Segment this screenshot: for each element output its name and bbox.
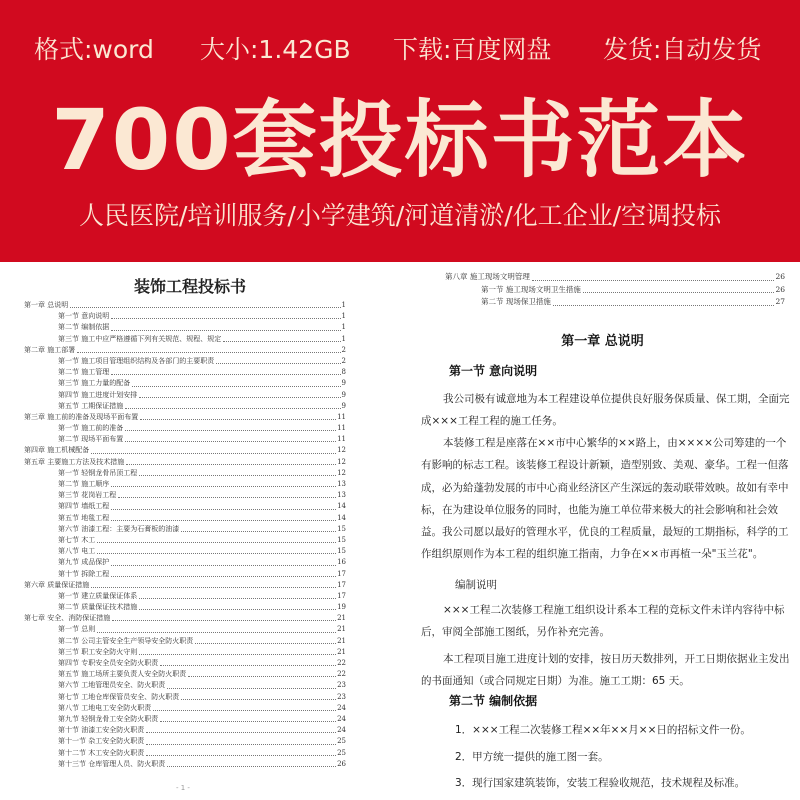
toc-entry xyxy=(24,680,346,691)
toc-entry xyxy=(24,468,346,479)
toc-label: 第四章 施工机械配备 xyxy=(24,445,90,456)
toc-leader xyxy=(111,569,336,577)
toc-leader xyxy=(112,613,336,621)
toc-page-number: 19 xyxy=(337,603,346,612)
toc-leader xyxy=(160,658,336,666)
toc-leader xyxy=(132,378,340,386)
paragraph: 本装修工程是座落在××市中心繁华的××路上，由××××公司筹建的一个有影响的标志工程。该装修工程设计新颖，造型别致、美观、豪华。工程一但落成，必为給蓬勃发展的市中心商业经济区产生深远的轰动联带效映。故如有幸中标，在为建设单位服务的同时，也能为施工单位带来极大的社会影响和社会效益。我公司愿以最好的管理水平，优良的工程质量，最短的工期指标，科学的工作组织原则作为本工程的组织施工指南，力争在××市再植一朵"玉兰花"。 xyxy=(421,437,789,561)
document-page-body xyxy=(405,262,800,800)
toc-label: 第七节 木工 xyxy=(58,535,96,546)
toc-label: 第三节 施工力量的配备 xyxy=(58,378,131,389)
table-of-contents-continued xyxy=(445,271,785,309)
toc-label: 第一节 施工现场文明卫生措施 xyxy=(481,284,582,297)
toc-label: 第四节 墙纸工程 xyxy=(58,501,110,512)
toc-leader xyxy=(223,334,340,342)
toc-leader xyxy=(583,284,775,294)
toc-entry xyxy=(24,669,346,680)
toc-label: 第二节 施工顺序 xyxy=(58,479,110,490)
toc-label: 第三节 施工中应严格遵循下列有关规范、规程、规定 xyxy=(58,334,222,345)
toc-label: 第二节 现场保卫措施 xyxy=(481,296,552,309)
toc-label: 第五节 施工场所主要负责人安全防火职责 xyxy=(58,669,187,680)
list-item: 3．现行国家建筑装饰，安装工程验收规范，技术规程及标准。 xyxy=(455,777,746,789)
toc-page-number: 13 xyxy=(337,491,346,500)
toc-leader xyxy=(139,591,336,599)
toc-leader xyxy=(146,736,336,744)
spec-row xyxy=(0,30,800,70)
toc-label: 第二节 现场平面布置 xyxy=(58,434,124,445)
toc-leader xyxy=(160,714,336,722)
toc-page-number: 13 xyxy=(337,480,346,488)
toc-label: 第二章 施工部署 xyxy=(24,345,76,356)
toc-label: 第五章 主要施工方法及技术措施 xyxy=(24,457,125,468)
toc-entry xyxy=(24,513,346,524)
toc-leader xyxy=(146,725,336,733)
toc-page-number: 11 xyxy=(337,435,346,444)
toc-leader xyxy=(111,501,336,509)
document-title: 装饰工程投标书 xyxy=(133,277,246,296)
toc-page-number: 24 xyxy=(337,703,346,712)
toc-leader xyxy=(97,535,336,543)
toc-entry xyxy=(24,479,346,490)
toc-page-number: 17 xyxy=(337,591,346,600)
toc-leader xyxy=(216,356,340,364)
toc-label: 第十二节 木工安全防火职责 xyxy=(58,748,145,759)
toc-entry xyxy=(24,434,346,445)
toc-entry xyxy=(24,412,346,423)
toc-entry xyxy=(24,322,346,333)
toc-entry xyxy=(24,569,346,580)
toc-leader xyxy=(111,311,340,319)
toc-page-number: 12 xyxy=(337,457,346,466)
toc-entry xyxy=(24,445,346,456)
toc-entry xyxy=(24,591,346,602)
toc-page-number: 22 xyxy=(337,670,346,679)
toc-leader xyxy=(111,513,336,521)
toc-leader xyxy=(97,624,336,632)
toc-page-number: 12 xyxy=(337,468,346,477)
toc-page-number: 25 xyxy=(337,737,346,746)
toc-entry xyxy=(24,457,346,468)
toc-label: 第七节 工地仓库保管员安全、防火职责 xyxy=(58,692,180,703)
toc-label: 第一节 施工前的准备 xyxy=(58,423,124,434)
toc-page-number: 21 xyxy=(337,636,346,645)
toc-page-number: 23 xyxy=(337,692,346,701)
toc-leader xyxy=(139,647,336,655)
toc-leader xyxy=(153,703,336,711)
toc-page-number: 1 xyxy=(341,323,346,332)
toc-entry xyxy=(24,624,346,635)
toc-entry xyxy=(24,759,346,770)
toc-label: 第五节 地毯工程 xyxy=(58,513,110,524)
toc-label: 第六节 油漆工程：主要为石膏板的油漆 xyxy=(58,524,180,535)
toc-label: 第六章 质量保证措施 xyxy=(24,580,90,591)
chapter-title: 第一章 总说明 xyxy=(561,334,644,349)
paragraph: ×××工程二次装修工程施工组织设计系本工程的竞标文件未详内容待中标后，审阅全部施工图纸，另作补充完善。 xyxy=(421,604,785,639)
toc-leader xyxy=(125,434,336,442)
spec-delivery: 发货:自动发货 xyxy=(603,35,762,64)
headline: 700套投标书范本 xyxy=(51,91,749,189)
toc-label: 第十节 拆除工程 xyxy=(58,569,110,580)
toc-leader xyxy=(167,680,336,688)
toc-page-number: 23 xyxy=(337,681,346,690)
toc-entry xyxy=(24,658,346,669)
toc-page-number: 1 xyxy=(341,312,346,321)
toc-entry xyxy=(24,390,346,401)
toc-label: 第一节 轻钢龙骨吊顶工程 xyxy=(58,468,138,479)
toc-leader xyxy=(111,367,340,375)
toc-entry xyxy=(24,367,346,378)
toc-page-number: 8 xyxy=(341,368,346,377)
toc-entry xyxy=(24,703,346,714)
toc-label: 第一章 总说明 xyxy=(24,300,69,311)
toc-leader xyxy=(118,490,336,498)
page-number: - 1 - xyxy=(176,784,190,792)
toc-label: 第十三节 仓库管理人员、防火职责 xyxy=(58,759,166,770)
toc-label: 第二节 编制依据 xyxy=(58,322,110,333)
toc-label: 第二节 质量保证技术措施 xyxy=(58,602,138,613)
toc-page-number: 16 xyxy=(337,558,346,567)
toc-label: 第八节 电工 xyxy=(58,546,96,557)
category-list: 人民医院/培训服务/小学建筑/河道清淤/化工企业/空调投标 xyxy=(78,201,722,230)
toc-label: 第八章 施工现场文明管理 xyxy=(445,271,531,284)
toc-leader xyxy=(181,524,336,532)
toc-label: 第一节 总则 xyxy=(58,624,96,635)
toc-entry xyxy=(24,356,346,367)
toc-entry xyxy=(24,692,346,703)
toc-label: 第七章 安全、消防保证措施 xyxy=(24,613,111,624)
paragraph: 本工程项目施工进度计划的安排，按日历天数排列，开工日期依据业主发出的书面通知（或合同规定日期）为准。施工工期：65 天。 xyxy=(421,653,790,688)
toc-entry xyxy=(24,613,346,624)
toc-entry xyxy=(24,748,346,759)
toc-entry xyxy=(24,725,346,736)
toc-entry xyxy=(24,524,346,535)
toc-entry xyxy=(24,334,346,345)
toc-page-number: 25 xyxy=(337,748,346,757)
toc-entry xyxy=(24,423,346,434)
toc-leader xyxy=(111,479,336,487)
toc-leader xyxy=(97,546,336,554)
toc-entry xyxy=(24,490,346,501)
toc-leader xyxy=(195,636,336,644)
toc-label: 第三章 施工前的准备及现场平面布置 xyxy=(24,412,139,423)
toc-page-number: 17 xyxy=(337,580,346,589)
toc-label: 第九节 轻钢龙骨工安全防火职责 xyxy=(58,714,159,725)
toc-leader xyxy=(140,412,336,420)
toc-page-number: 14 xyxy=(337,502,346,511)
table-of-contents xyxy=(24,300,346,770)
toc-entry xyxy=(24,300,346,311)
toc-leader xyxy=(146,748,336,756)
toc-page-number: 26 xyxy=(775,272,785,281)
toc-leader xyxy=(111,557,336,565)
toc-label: 第四节 施工进度计划安排 xyxy=(58,390,138,401)
toc-label: 第九节 成品保护 xyxy=(58,557,110,568)
toc-label: 第三节 花岗岩工程 xyxy=(58,490,117,501)
toc-leader xyxy=(532,271,775,281)
toc-entry xyxy=(24,311,346,322)
toc-label: 第二节 施工管理 xyxy=(58,367,110,378)
toc-label: 第十一节 杂工安全防火职责 xyxy=(58,736,145,747)
toc-page-number: 15 xyxy=(337,524,346,533)
toc-entry xyxy=(24,535,346,546)
toc-entry xyxy=(24,580,346,591)
toc-label: 第八节 工地电工安全防火职责 xyxy=(58,703,152,714)
toc-label: 第四节 专职安全员安全防火职责 xyxy=(58,658,159,669)
toc-leader xyxy=(70,300,340,308)
toc-leader xyxy=(91,445,336,453)
toc-leader xyxy=(125,423,336,431)
toc-leader xyxy=(139,602,336,610)
toc-page-number: 9 xyxy=(341,401,346,410)
toc-leader xyxy=(111,322,340,330)
toc-leader xyxy=(139,468,336,476)
toc-page-number: 26 xyxy=(775,284,785,294)
toc-label: 第一节 意向说明 xyxy=(58,311,110,322)
toc-entry xyxy=(445,296,785,309)
toc-entry xyxy=(445,284,785,297)
toc-label: 第一节 施工项目管理组织结构及各部门的主要职责 xyxy=(58,356,215,367)
toc-label: 第一节 建立质量保证体系 xyxy=(58,591,138,602)
toc-page-number: 21 xyxy=(337,625,346,634)
toc-leader xyxy=(167,759,336,767)
toc-label: 第二节 公司主管安全生产领导安全防火职责 xyxy=(58,636,194,647)
toc-page-number: 12 xyxy=(337,446,346,455)
toc-page-number: 9 xyxy=(341,379,346,388)
toc-page-number: 2 xyxy=(341,345,346,354)
toc-page-number: 24 xyxy=(337,714,346,723)
toc-page-number: 15 xyxy=(337,547,346,556)
toc-label: 第十节 油漆工安全防火职责 xyxy=(58,725,145,736)
toc-entry xyxy=(24,501,346,512)
toc-page-number: 24 xyxy=(337,726,346,735)
toc-leader xyxy=(91,580,336,588)
toc-entry xyxy=(24,557,346,568)
toc-page-number: 21 xyxy=(337,614,346,623)
toc-entry xyxy=(24,378,346,389)
section-title: 第二节 编制依据 xyxy=(449,694,538,708)
spec-format: 格式:word xyxy=(34,35,154,64)
promo-banner xyxy=(0,0,800,262)
toc-leader xyxy=(553,296,775,306)
toc-page-number: 21 xyxy=(337,647,346,656)
toc-page-number: 27 xyxy=(775,297,785,306)
toc-leader xyxy=(126,457,336,465)
toc-page-number: 9 xyxy=(341,390,346,399)
toc-leader xyxy=(77,345,340,353)
spec-download: 下载:百度网盘 xyxy=(393,35,552,64)
subheading: 编制说明 xyxy=(455,579,497,591)
toc-entry xyxy=(24,602,346,613)
document-page-toc xyxy=(0,262,400,800)
toc-leader xyxy=(181,692,336,700)
toc-entry xyxy=(445,271,785,284)
toc-page-number: 11 xyxy=(337,412,346,421)
toc-entry xyxy=(24,647,346,658)
section-title: 第一节 意向说明 xyxy=(449,364,538,378)
list-item: 2．甲方统一提供的施工图一套。 xyxy=(455,751,609,763)
toc-page-number: 26 xyxy=(337,759,346,768)
toc-label: 第三节 职工安全防火守则 xyxy=(58,647,138,658)
toc-page-number: 2 xyxy=(341,356,346,365)
toc-page-number: 14 xyxy=(337,513,346,522)
toc-leader xyxy=(139,390,340,398)
toc-page-number: 22 xyxy=(337,659,346,667)
spec-size: 大小:1.42GB xyxy=(200,35,351,64)
toc-page-number: 11 xyxy=(337,424,346,433)
toc-entry xyxy=(24,736,346,747)
toc-label: 第五节 工期保证措施 xyxy=(58,401,124,412)
list-item: 1．×××工程二次装修工程××年××月××日的招标文件一份。 xyxy=(455,724,751,736)
toc-leader xyxy=(125,401,340,409)
toc-label: 第六节 工地管理员安全、防火职责 xyxy=(58,680,166,691)
toc-page-number: 17 xyxy=(337,569,346,578)
toc-page-number: 1 xyxy=(341,334,346,343)
toc-entry xyxy=(24,546,346,557)
toc-entry xyxy=(24,345,346,356)
toc-entry xyxy=(24,636,346,647)
toc-page-number: 15 xyxy=(337,535,346,544)
toc-entry xyxy=(24,401,346,412)
toc-entry xyxy=(24,714,346,725)
toc-page-number: 1 xyxy=(341,301,346,309)
toc-leader xyxy=(188,669,336,677)
paragraph: 我公司极有诚意地为本工程建设单位提供良好服务保质量、保工期，全面完成×××工程工程的施工任务。 xyxy=(421,393,790,428)
